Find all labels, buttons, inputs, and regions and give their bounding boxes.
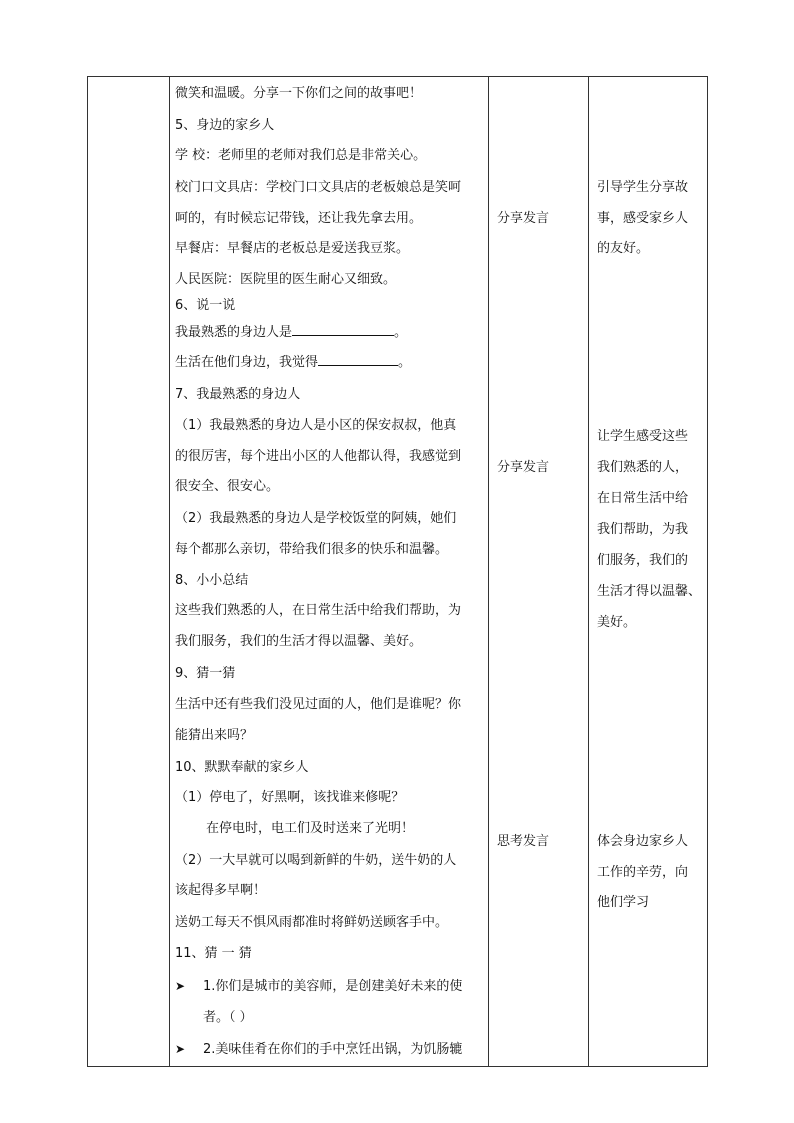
intent-line: 他们学习 [597, 895, 650, 910]
content-line: 这些我们熟悉的人，在日常生活中给我们帮助，为 [175, 603, 462, 618]
content-line: （1）停电了，好黑啊，该找谁来修呢？ [175, 790, 405, 805]
content-line: 很安全、很安心。 [175, 479, 280, 494]
bullet-arrow-icon: ➤ [175, 979, 186, 993]
intent-line: 工作的辛劳，向 [597, 865, 689, 880]
intent-line: 美好。 [597, 615, 637, 630]
intent-line: 事，感受家乡人 [597, 211, 689, 226]
riddle-item [175, 1041, 462, 1058]
activity-label: 思考发言 [497, 834, 550, 849]
content-line: 该起得多早啊！ [175, 883, 267, 898]
riddle-text: 1.你们是城市的美容师，是创建美好未来的使 [203, 979, 463, 994]
intent-line: 们服务，我们的 [597, 553, 689, 568]
content-line: 人民医院：医院里的医生耐心又细致。 [175, 272, 397, 287]
section-heading: 10、默默奉献的家乡人 [175, 760, 309, 775]
content-line: 校门口文具店：学校门口文具店的老板娘总是笑呵 [175, 180, 462, 195]
section-heading: 5、身边的家乡人 [175, 118, 275, 133]
section-heading: 8、小小总结 [175, 573, 249, 588]
section-heading: 6、说一说 [175, 298, 236, 313]
content-line: （1）我最熟悉的身边人是小区的保安叔叔，他真 [175, 418, 457, 433]
section-heading: 9、猜一猜 [175, 666, 236, 681]
content-line: （2）一大早就可以喝到新鲜的牛奶，送牛奶的人 [175, 853, 457, 868]
content-line: 在停电时，电工们及时送来了光明！ [206, 821, 415, 836]
content-line: （2）我最熟悉的身边人是学校饭堂的阿姨，她们 [175, 511, 457, 526]
activity-label: 分享发言 [497, 211, 550, 226]
content-line: 生活中还有些我们没见过面的人，他们是谁呢？你 [175, 697, 462, 712]
teaching-content-cell [170, 77, 489, 1067]
content-line: 的很厉害，每个进出小区的人他都认得，我感觉到 [175, 449, 462, 464]
prompt-text: 我最熟悉的身边人是 [175, 325, 293, 340]
riddle-item [175, 978, 462, 995]
bullet-arrow-icon: ➤ [175, 1042, 186, 1056]
student-activity-cell [489, 77, 589, 1067]
intent-line: 生活才得以温馨、 [597, 584, 702, 599]
content-line: 能猜出来吗？ [175, 728, 254, 743]
design-intent-cell [589, 77, 708, 1067]
content-line: 微笑和温暖。分享一下你们之间的故事吧！ [175, 86, 423, 101]
period: 。 [398, 355, 412, 370]
content-line: 每个都那么亲切，带给我们很多的快乐和温馨。 [175, 542, 449, 557]
intent-line: 在日常生活中给 [597, 491, 689, 506]
content-line: 早餐店：早餐店的老板总是爱送我豆浆。 [175, 241, 410, 256]
answer-blank[interactable] [318, 354, 398, 366]
table-row [88, 77, 708, 1067]
section-heading: 11、猜 一 猜 [175, 946, 252, 961]
fill-blank-line [175, 324, 407, 341]
intent-line: 我们帮助，为我 [597, 522, 689, 537]
fill-blank-line [175, 354, 411, 371]
intent-line: 引导学生分享故 [597, 180, 689, 195]
stage-cell [88, 77, 170, 1067]
intent-line: 的友好。 [597, 241, 650, 256]
period: 。 [394, 325, 408, 340]
section-heading: 7、我最熟悉的身边人 [175, 387, 301, 402]
riddle-answer-line: 者。（ ） [203, 1010, 253, 1025]
content-line: 呵的，有时候忘记带钱，还让我先拿去用。 [175, 211, 423, 226]
content-line: 学 校：老师里的老师对我们总是非常关心。 [175, 148, 427, 163]
prompt-text: 生活在他们身边，我觉得 [175, 355, 319, 370]
content-line: 我们服务，我们的生活才得以温馨、美好。 [175, 634, 423, 649]
intent-line: 我们熟悉的人， [597, 460, 689, 475]
activity-label: 分享发言 [497, 460, 550, 475]
content-line: 送奶工每天不惧风雨都准时将鲜奶送顾客手中。 [175, 915, 449, 930]
intent-line: 体会身边家乡人 [597, 834, 689, 849]
intent-line: 让学生感受这些 [597, 429, 689, 444]
riddle-text: 2.美味佳肴在你们的手中烹饪出锅，为饥肠辘 [203, 1042, 463, 1057]
answer-blank[interactable] [292, 324, 394, 336]
lesson-plan-table [87, 76, 708, 1067]
